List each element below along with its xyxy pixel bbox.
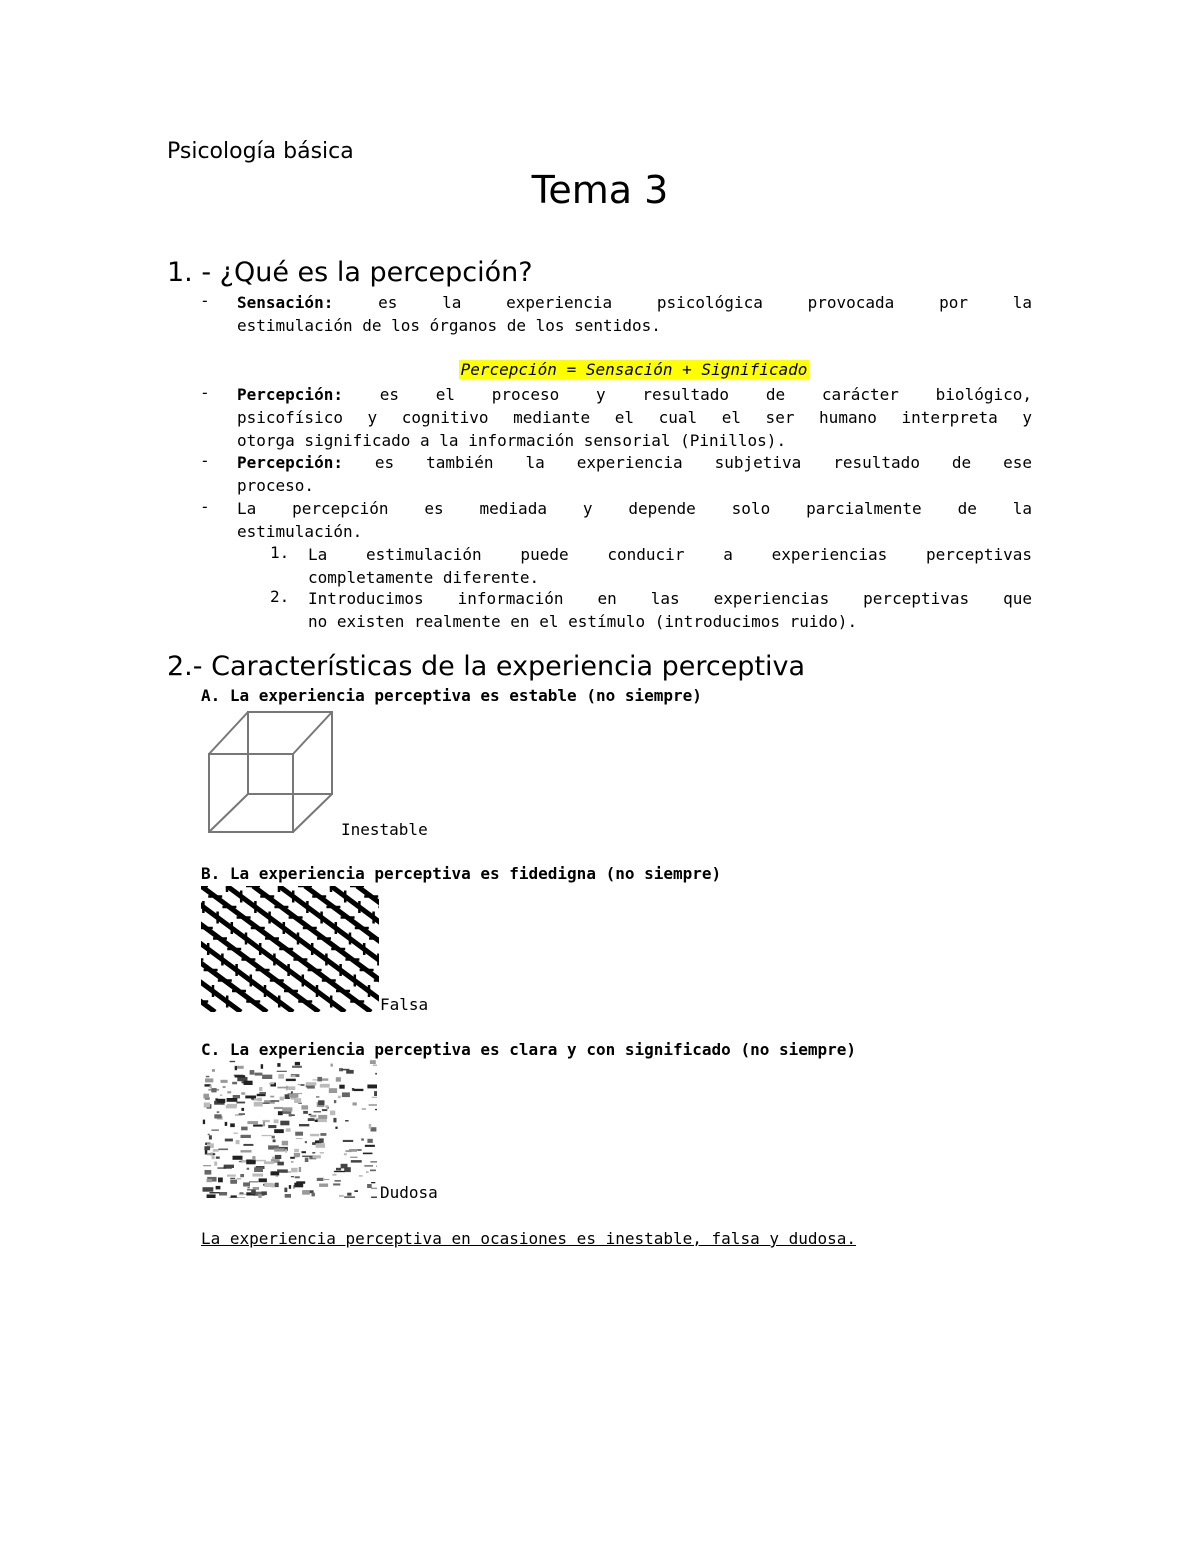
item-text-rest: no existen realmente en el estímulo (introducimos ruido). <box>308 612 858 631</box>
photo-texture-speck <box>295 1132 303 1136</box>
photo-texture-speck <box>223 1086 226 1088</box>
photo-texture-speck <box>282 1141 288 1146</box>
photo-texture-speck <box>295 1176 300 1178</box>
photo-texture-speck <box>296 1181 305 1184</box>
photo-texture-speck <box>345 1120 349 1122</box>
photo-texture-speck <box>210 1192 220 1193</box>
list-item-percepcion-2 <box>200 451 1032 497</box>
photo-texture-speck <box>369 1124 372 1129</box>
photo-texture-speck <box>211 1130 219 1131</box>
list-item-mediada <box>200 497 1032 543</box>
photo-texture-speck <box>236 1102 245 1104</box>
photo-texture-speck <box>359 1175 363 1177</box>
photo-texture-speck <box>252 1174 263 1177</box>
photo-texture-speck <box>256 1160 266 1162</box>
photo-texture-speck <box>353 1102 357 1105</box>
photo-texture-speck <box>263 1122 265 1127</box>
photo-texture-speck <box>271 1171 280 1175</box>
photo-texture-speck <box>218 1149 228 1151</box>
photo-texture-speck <box>272 1136 275 1139</box>
photo-texture-speck <box>319 1138 324 1143</box>
photo-texture-speck <box>270 1096 274 1098</box>
photo-texture-speck <box>262 1135 272 1136</box>
photo-texture-speck <box>239 1113 245 1115</box>
photo-texture-speck <box>305 1141 307 1143</box>
photo-texture-speck <box>209 1086 212 1089</box>
photo-texture-speck <box>247 1189 255 1190</box>
photo-texture-speck <box>354 1190 358 1192</box>
photo-texture-speck <box>211 1088 216 1092</box>
photo-texture-speck <box>269 1083 274 1085</box>
photo-texture-speck <box>277 1087 288 1089</box>
photo-texture-speck <box>334 1171 345 1172</box>
photo-texture-speck <box>289 1114 292 1117</box>
item-text-rest: estimulación de los órganos de los sentidos. <box>237 316 661 335</box>
photo-texture-speck <box>230 1178 235 1179</box>
photo-texture-speck <box>232 1082 237 1085</box>
photo-texture-speck <box>319 1184 328 1187</box>
photo-texture-speck <box>333 1183 340 1185</box>
photo-texture-speck <box>325 1105 328 1108</box>
photo-texture-speck <box>367 1139 372 1143</box>
photo-texture-speck <box>322 1109 327 1111</box>
photo-texture-speck <box>284 1188 287 1193</box>
photo-texture-speck <box>249 1181 258 1182</box>
photo-texture-speck <box>280 1097 284 1101</box>
photo-texture-speck <box>365 1145 375 1147</box>
photo-texture-speck <box>314 1111 322 1113</box>
photo-texture-speck <box>316 1143 325 1148</box>
photo-texture-speck <box>341 1069 349 1071</box>
photo-texture-speck <box>264 1183 273 1187</box>
photo-texture-speck <box>364 1165 373 1166</box>
photo-texture-speck <box>264 1161 274 1164</box>
photo-texture-speck <box>239 1194 247 1195</box>
photo-texture-speck <box>209 1135 212 1139</box>
term-sensacion: Sensación: <box>237 293 334 312</box>
photo-texture-speck <box>252 1156 255 1160</box>
photo-texture-speck <box>298 1084 300 1085</box>
photo-texture-speck <box>374 1091 377 1096</box>
photo-texture-speck <box>316 1096 319 1097</box>
photo-texture-speck <box>361 1138 364 1140</box>
photo-texture-speck <box>205 1170 212 1175</box>
item-text: es también la experiencia subjetiva resultado de ese <box>374 453 1033 472</box>
photo-texture-speck <box>344 1153 347 1155</box>
subsection-a-label: A. La experiencia perceptiva es estable (no siempre) <box>201 686 702 705</box>
photo-texture-speck <box>333 1118 336 1123</box>
ambiguous-photo-image <box>202 1060 377 1198</box>
item-text-line2: psicofísico y cognitivo mediante el cual el ser humano interpreta y <box>237 408 1032 427</box>
photo-texture-speck <box>295 1062 300 1065</box>
item-text-rest: otorga significado a la información sensorial (Pinillos). <box>237 431 787 450</box>
photo-texture-speck <box>372 1097 377 1098</box>
item-text: es el proceso y resultado de carácter biológico, <box>379 385 1032 404</box>
photo-texture-speck <box>275 1155 281 1159</box>
photo-texture-speck <box>239 1161 242 1162</box>
photo-texture-speck <box>288 1110 291 1112</box>
photo-texture-speck <box>214 1162 217 1166</box>
photo-texture-speck <box>230 1180 237 1184</box>
photo-texture-speck <box>274 1129 284 1133</box>
photo-texture-speck <box>204 1103 211 1108</box>
list-bullet: - <box>200 497 210 516</box>
photo-texture-speck <box>259 1087 262 1091</box>
photo-texture-speck <box>367 1085 377 1089</box>
photo-texture-speck <box>346 1070 354 1074</box>
photo-texture-speck <box>335 1180 341 1182</box>
photo-texture-speck <box>288 1086 295 1090</box>
photo-texture-speck <box>302 1190 310 1195</box>
photo-texture-speck <box>294 1153 300 1157</box>
photo-texture-speck <box>351 1160 362 1163</box>
summary-text: La experiencia perceptiva en ocasiones es inestable, falsa y dudosa. <box>201 1229 857 1248</box>
photo-texture-speck <box>219 1192 227 1196</box>
photo-texture-speck <box>302 1151 307 1153</box>
photo-texture-speck <box>248 1187 250 1188</box>
photo-texture-speck <box>320 1084 330 1088</box>
photo-texture-speck <box>291 1176 294 1177</box>
photo-texture-speck <box>240 1174 244 1177</box>
photo-texture-speck <box>206 1076 210 1078</box>
photo-texture-speck <box>224 1165 234 1168</box>
photo-texture-speck <box>218 1178 223 1183</box>
list-bullet: - <box>200 291 210 310</box>
caption-falsa: Falsa <box>380 995 429 1014</box>
photo-texture-speck <box>268 1125 276 1128</box>
photo-texture-speck <box>320 1133 326 1136</box>
photo-texture-speck <box>315 1120 318 1122</box>
photo-texture-speck <box>213 1149 219 1152</box>
photo-texture-speck <box>259 1178 267 1182</box>
photo-texture-speck <box>227 1091 231 1093</box>
photo-texture-speck <box>302 1156 312 1157</box>
item-text-rest: estimulación. <box>237 522 363 541</box>
photo-texture-speck <box>203 1120 205 1125</box>
photo-texture-speck <box>363 1153 373 1155</box>
photo-texture-speck <box>375 1109 377 1110</box>
photo-texture-speck <box>308 1118 315 1121</box>
photo-texture-speck <box>207 1153 213 1155</box>
item-text: Introducimos información en las experiencias perceptivas que <box>308 589 1032 608</box>
photo-texture-speck <box>320 1152 324 1154</box>
photo-texture-speck <box>203 1094 209 1099</box>
photo-texture-speck <box>208 1134 210 1135</box>
photo-texture-speck <box>373 1064 377 1066</box>
photo-texture-speck <box>257 1098 262 1101</box>
photo-texture-speck <box>334 1100 336 1103</box>
photo-texture-speck <box>246 1160 255 1165</box>
photo-texture-speck <box>306 1085 309 1087</box>
photo-texture-speck <box>331 1064 333 1067</box>
photo-texture-speck <box>330 1111 335 1116</box>
photo-texture-speck <box>303 1111 308 1114</box>
necker-cube-image <box>205 708 337 836</box>
photo-texture-speck <box>290 1157 295 1159</box>
photo-texture-speck <box>245 1096 256 1099</box>
photo-texture-speck <box>369 1104 377 1106</box>
photo-texture-speck <box>217 1168 226 1169</box>
photo-texture-speck <box>350 1157 357 1158</box>
photo-texture-speck <box>250 1070 255 1075</box>
photo-texture-speck <box>341 1164 348 1169</box>
photo-texture-speck <box>291 1168 298 1173</box>
photo-texture-speck <box>225 1139 233 1142</box>
item-text: es la experiencia psicológica provocada por la <box>378 293 1032 312</box>
photo-texture-speck <box>313 1155 321 1158</box>
photo-texture-speck <box>258 1194 261 1198</box>
photo-texture-speck <box>336 1168 341 1171</box>
photo-texture-speck <box>335 1127 337 1129</box>
photo-texture-speck <box>251 1190 256 1195</box>
photo-texture-speck <box>317 1077 322 1082</box>
photo-texture-speck <box>227 1175 236 1177</box>
item-text: La percepción es mediada y depende solo parcialmente de la <box>237 499 1032 518</box>
photo-texture-speck <box>370 1170 376 1172</box>
photo-texture-speck <box>306 1082 317 1085</box>
photo-texture-speck <box>203 1187 214 1192</box>
formula-highlight <box>0 360 1200 379</box>
numbered-item-1 <box>270 543 1032 589</box>
photo-texture-speck <box>261 1064 263 1069</box>
photo-texture-speck <box>205 1078 213 1082</box>
photo-texture-speck <box>292 1066 302 1068</box>
document-title: Tema 3 <box>531 168 669 212</box>
photo-texture-speck <box>271 1100 280 1102</box>
photo-texture-speck <box>212 1156 215 1160</box>
photo-texture-speck <box>362 1108 366 1109</box>
photo-texture-speck <box>241 1135 251 1138</box>
photo-texture-speck <box>203 1165 211 1166</box>
photo-texture-speck <box>332 1174 336 1176</box>
photo-texture-speck <box>371 1188 377 1190</box>
photo-texture-speck <box>231 1197 237 1198</box>
photo-texture-speck <box>244 1081 253 1085</box>
photo-texture-speck <box>305 1158 309 1162</box>
photo-texture-speck <box>273 1140 276 1143</box>
item-text-rest: completamente diferente. <box>308 568 540 587</box>
photo-texture-speck <box>342 1092 350 1097</box>
numbered-item-2 <box>270 587 1032 633</box>
item-number: 2. <box>270 587 290 606</box>
photo-texture-speck <box>241 1127 248 1131</box>
photo-texture-speck <box>221 1080 228 1083</box>
photo-texture-speck <box>285 1194 291 1198</box>
formula-text: Percepción = Sensación + Significado <box>460 360 808 379</box>
photo-texture-speck <box>233 1156 243 1160</box>
photo-texture-speck <box>217 1111 220 1113</box>
photo-texture-speck <box>262 1075 272 1079</box>
photo-texture-speck <box>312 1152 315 1153</box>
photo-texture-speck <box>375 1073 377 1075</box>
photo-texture-speck <box>371 1197 377 1199</box>
photo-texture-speck <box>291 1075 295 1077</box>
item-text-rest: proceso. <box>237 476 315 495</box>
photo-texture-speck <box>347 1193 351 1196</box>
photo-texture-speck <box>214 1114 221 1118</box>
photo-texture-speck <box>212 1069 215 1072</box>
term-percepcion: Percepción: <box>237 385 343 404</box>
section-2-heading: 2.- Características de la experiencia perceptiva <box>167 651 806 682</box>
photo-texture-speck <box>280 1121 289 1126</box>
photo-texture-speck <box>243 1182 250 1186</box>
photo-texture-speck <box>237 1178 242 1180</box>
photo-texture-speck <box>253 1125 263 1127</box>
photo-texture-speck <box>300 1084 304 1086</box>
photo-texture-speck <box>310 1115 316 1118</box>
photo-texture-speck <box>299 1124 309 1126</box>
photo-texture-speck <box>236 1140 240 1144</box>
photo-texture-speck <box>277 1071 287 1072</box>
photo-texture-speck <box>217 1099 225 1103</box>
photo-texture-speck <box>318 1100 324 1105</box>
photo-texture-speck <box>277 1063 280 1067</box>
photo-texture-speck <box>349 1149 357 1152</box>
photo-texture-speck <box>371 1182 375 1183</box>
photo-texture-speck <box>286 1079 296 1081</box>
photo-texture-speck <box>344 1196 355 1198</box>
photo-texture-speck <box>234 1133 238 1134</box>
photo-texture-speck <box>277 1162 284 1166</box>
photo-texture-speck <box>278 1111 283 1115</box>
photo-texture-speck <box>289 1185 291 1189</box>
photo-texture-speck <box>338 1096 341 1099</box>
photo-texture-speck <box>318 1115 327 1119</box>
photo-texture-speck <box>336 1077 341 1082</box>
photo-texture-speck <box>339 1195 344 1197</box>
photo-texture-speck <box>255 1073 263 1076</box>
photo-texture-speck <box>354 1089 364 1091</box>
photo-texture-speck <box>317 1178 323 1181</box>
photo-texture-speck <box>329 1088 337 1093</box>
photo-texture-speck <box>216 1186 221 1190</box>
photo-texture-speck <box>207 1195 216 1198</box>
caption-inestable: Inestable <box>341 820 428 839</box>
photo-texture-speck <box>243 1144 253 1146</box>
photo-texture-speck <box>220 1094 223 1096</box>
photo-texture-speck <box>367 1184 372 1188</box>
photo-texture-speck <box>227 1104 237 1107</box>
photo-texture-speck <box>285 1149 287 1152</box>
photo-texture-speck <box>247 1121 258 1124</box>
photo-texture-speck <box>278 1074 284 1079</box>
photo-texture-speck <box>233 1095 240 1098</box>
photo-texture-speck <box>254 1167 263 1172</box>
subsection-c-label: C. La experiencia perceptiva es clara y con significado (no siempre) <box>201 1040 857 1059</box>
photo-texture-speck <box>237 1077 247 1081</box>
item-number: 1. <box>270 543 290 562</box>
photo-texture-speck <box>216 1157 220 1159</box>
photo-texture-speck <box>230 1123 235 1127</box>
list-item-sensacion <box>200 291 1032 337</box>
photo-texture-speck <box>370 1060 376 1064</box>
photo-texture-speck <box>274 1148 284 1151</box>
photo-texture-speck <box>227 1098 238 1102</box>
list-bullet: - <box>200 383 210 402</box>
photo-texture-speck <box>230 1061 236 1062</box>
photo-texture-speck <box>282 1107 292 1111</box>
subsection-b-label: B. La experiencia perceptiva es fidedigna (no siempre) <box>201 864 722 883</box>
photo-texture-speck <box>343 1140 353 1142</box>
photo-texture-speck <box>207 1179 213 1182</box>
photo-texture-speck <box>247 1168 250 1170</box>
term-percepcion: Percepción: <box>237 453 343 472</box>
document-subject: Psicología básica <box>167 139 354 164</box>
photo-texture-speck <box>259 1092 266 1094</box>
photo-texture-speck <box>371 1127 377 1131</box>
photo-texture-speck <box>370 1161 377 1162</box>
item-text: La estimulación puede conducir a experiencias perceptivas <box>308 545 1032 564</box>
photo-texture-speck <box>312 1193 315 1197</box>
section-1-heading: 1. - ¿Qué es la percepción? <box>167 257 533 288</box>
photo-texture-speck <box>310 1134 319 1137</box>
photo-texture-speck <box>254 1102 263 1107</box>
photo-texture-speck <box>339 1085 344 1089</box>
list-item-percepcion-1 <box>200 383 1032 452</box>
caption-dudosa: Dudosa <box>380 1183 438 1202</box>
photo-texture-speck <box>357 1149 361 1151</box>
photo-texture-speck <box>274 1107 283 1109</box>
photo-texture-speck <box>257 1094 266 1096</box>
photo-texture-speck <box>241 1092 245 1094</box>
photo-texture-speck <box>235 1066 237 1070</box>
photo-texture-speck <box>286 1128 291 1132</box>
photo-texture-speck <box>241 1150 252 1152</box>
photo-texture-speck <box>261 1191 267 1195</box>
photo-texture-speck <box>236 1197 245 1198</box>
photo-texture-speck <box>225 1122 228 1126</box>
photo-texture-speck <box>291 1161 294 1163</box>
photo-texture-speck <box>235 1075 246 1077</box>
photo-texture-speck <box>299 1167 301 1172</box>
photo-texture-speck <box>366 1171 369 1173</box>
photo-texture-speck <box>274 1119 279 1123</box>
photo-texture-speck <box>204 1146 210 1150</box>
photo-texture-speck <box>294 1149 299 1153</box>
photo-texture-speck <box>289 1094 298 1098</box>
list-bullet: - <box>200 451 210 470</box>
photo-texture-speck <box>241 1108 244 1111</box>
zollner-illusion-image <box>201 886 379 1012</box>
photo-texture-speck <box>296 1138 303 1139</box>
photo-texture-speck <box>301 1105 308 1109</box>
